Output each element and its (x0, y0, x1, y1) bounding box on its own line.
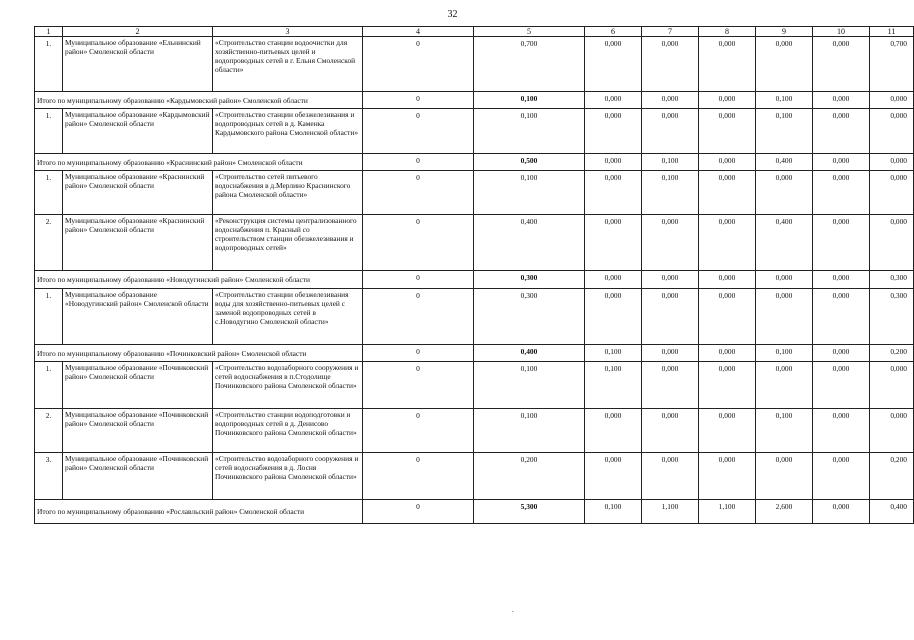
value-cell: 0,000 (756, 453, 813, 500)
municipality-cell: Муниципальное образование «Починковский район» Смоленской области (63, 362, 213, 409)
total-label: Итого по муниципальному образованию «Краснинский район» Смоленской области (35, 154, 363, 171)
table-row (35, 453, 914, 500)
value-cell: 0,000 (870, 171, 914, 215)
value-cell: 5,300 (474, 500, 585, 524)
value-cell: 0 (363, 500, 474, 524)
value-cell: 0,400 (474, 215, 585, 271)
value-cell: 0,000 (642, 345, 699, 362)
value-cell: 0,000 (585, 215, 642, 271)
value-cell: 0,000 (585, 92, 642, 109)
value-cell: 0 (363, 37, 474, 92)
municipality-cell: Муниципальное образование «Краснинский район» Смоленской области (63, 171, 213, 215)
total-label: Итого по муниципальному образованию «Новодугинский район» Смоленской области (35, 271, 363, 289)
value-cell: 0,000 (813, 271, 870, 289)
project-cell: «Строительство станции водоочистки для хозяйственно-питьевых целей и водопроводных сетей в г. Ельня Смоленской области» (213, 37, 363, 92)
value-cell: 0,000 (699, 345, 756, 362)
value-cell: 0,000 (813, 215, 870, 271)
value-cell: 0 (363, 215, 474, 271)
value-cell: 0,000 (585, 271, 642, 289)
value-cell: 0,100 (756, 345, 813, 362)
footer-mark: . (512, 606, 514, 614)
value-cell: 0,000 (813, 345, 870, 362)
value-cell: 1,100 (699, 500, 756, 524)
column-header: 3 (213, 27, 363, 37)
header-row (35, 27, 914, 37)
row-number: 1. (35, 37, 63, 92)
municipality-cell: Муниципальное образование «Ельнинский район» Смоленской области (63, 37, 213, 92)
value-cell: 0,000 (699, 154, 756, 171)
total-row (35, 92, 914, 109)
project-cell: «Строительство сетей питьевого водоснабжения в д.Мерлино Краснинского района Смоленской области» (213, 171, 363, 215)
municipality-cell: Муниципальное образование «Кардымовский район» Смоленской области (63, 109, 213, 154)
value-cell: 0,000 (870, 109, 914, 154)
value-cell: 0,000 (756, 362, 813, 409)
municipality-cell: Муниципальное образование «Починковский район» Смоленской области (63, 409, 213, 453)
value-cell: 0 (363, 171, 474, 215)
page-number: 32 (447, 9, 458, 20)
funding-table (34, 26, 914, 524)
value-cell: 0,100 (585, 362, 642, 409)
value-cell: 0,000 (642, 362, 699, 409)
value-cell: 0 (363, 289, 474, 345)
total-label: Итого по муниципальному образованию «Кардымовский район» Смоленской области (35, 92, 363, 109)
value-cell: 0,000 (870, 215, 914, 271)
table-row (35, 289, 914, 345)
value-cell: 0 (363, 92, 474, 109)
project-cell: «Реконструкция системы централизованного водоснабжения п. Красный со строительством станции обезжелезивания и водопроводных сетей» (213, 215, 363, 271)
value-cell: 0,000 (813, 453, 870, 500)
row-number: 1. (35, 362, 63, 409)
table-row (35, 409, 914, 453)
value-cell: 0,200 (870, 453, 914, 500)
value-cell: 0,200 (870, 345, 914, 362)
value-cell: 0,700 (870, 37, 914, 92)
value-cell: 0,000 (699, 171, 756, 215)
column-header: 11 (870, 27, 914, 37)
value-cell: 0,000 (813, 154, 870, 171)
value-cell: 0,000 (756, 289, 813, 345)
value-cell: 0,000 (813, 37, 870, 92)
value-cell: 0 (363, 271, 474, 289)
column-header: 1 (35, 27, 63, 37)
project-cell: «Строительство водозаборного сооружения и сетей водоснабжения в п.Стодолище Починковского района Смоленской области» (213, 362, 363, 409)
value-cell: 0,100 (642, 171, 699, 215)
table-row (35, 109, 914, 154)
value-cell: 0,000 (585, 37, 642, 92)
municipality-cell: Муниципальное образование «Починковский район» Смоленской области (63, 453, 213, 500)
value-cell: 0,000 (699, 215, 756, 271)
column-header: 6 (585, 27, 642, 37)
value-cell: 0,000 (585, 453, 642, 500)
value-cell: 0,000 (699, 362, 756, 409)
total-label: Итого по муниципальному образованию «Починковский район» Смоленской области (35, 345, 363, 362)
value-cell: 0,000 (642, 271, 699, 289)
value-cell: 2,600 (756, 500, 813, 524)
column-header: 5 (474, 27, 585, 37)
row-number: 1. (35, 109, 63, 154)
value-cell: 0,200 (474, 453, 585, 500)
value-cell: 0,100 (642, 154, 699, 171)
table-body (35, 27, 914, 524)
table-row (35, 171, 914, 215)
value-cell: 1,100 (642, 500, 699, 524)
total-row (35, 154, 914, 171)
total-row (35, 271, 914, 289)
value-cell: 0,100 (474, 109, 585, 154)
value-cell: 0,000 (813, 109, 870, 154)
value-cell: 0 (363, 345, 474, 362)
value-cell: 0,400 (474, 345, 585, 362)
value-cell: 0,400 (756, 154, 813, 171)
value-cell: 0,000 (813, 500, 870, 524)
project-cell: «Строительство водозаборного сооружения и сетей водоснабжения в д. Лосня Починковского района Смоленской области» (213, 453, 363, 500)
value-cell: 0,100 (756, 109, 813, 154)
value-cell: 0,100 (474, 92, 585, 109)
value-cell: 0,000 (813, 289, 870, 345)
row-number: 2. (35, 215, 63, 271)
row-number: 2. (35, 409, 63, 453)
value-cell: 0,000 (813, 92, 870, 109)
value-cell: 0,000 (642, 215, 699, 271)
total-row (35, 345, 914, 362)
value-cell: 0,000 (870, 154, 914, 171)
value-cell: 0,000 (699, 409, 756, 453)
value-cell: 0,100 (756, 409, 813, 453)
value-cell: 0,000 (585, 409, 642, 453)
table-row (35, 362, 914, 409)
value-cell: 0,000 (699, 289, 756, 345)
value-cell: 0,100 (756, 92, 813, 109)
value-cell: 0,000 (642, 92, 699, 109)
value-cell: 0,400 (870, 500, 914, 524)
value-cell: 0,500 (474, 154, 585, 171)
value-cell: 0,000 (813, 409, 870, 453)
value-cell: 0,000 (585, 289, 642, 345)
value-cell: 0,000 (642, 409, 699, 453)
column-header: 2 (63, 27, 213, 37)
value-cell: 0,700 (474, 37, 585, 92)
municipality-cell: Муниципальное образование «Новодугинский район» Смоленской области (63, 289, 213, 345)
project-cell: «Строительство станции обезжелезивания воды для хозяйственно-питьевых целей с заменой водопроводных сетей в с.Новодугино Смоленской области» (213, 289, 363, 345)
value-cell: 0,100 (585, 345, 642, 362)
value-cell: 0,000 (699, 271, 756, 289)
value-cell: 0 (363, 362, 474, 409)
column-header: 8 (699, 27, 756, 37)
value-cell: 0,000 (699, 92, 756, 109)
value-cell: 0,000 (642, 453, 699, 500)
value-cell: 0,000 (642, 37, 699, 92)
value-cell: 0,100 (474, 362, 585, 409)
total-row (35, 500, 914, 524)
value-cell: 0,300 (474, 271, 585, 289)
value-cell: 0,100 (474, 409, 585, 453)
value-cell: 0,000 (699, 109, 756, 154)
value-cell: 0,000 (585, 154, 642, 171)
value-cell: 0,000 (870, 409, 914, 453)
value-cell: 0 (363, 154, 474, 171)
column-header: 4 (363, 27, 474, 37)
value-cell: 0,000 (585, 109, 642, 154)
value-cell: 0,000 (585, 171, 642, 215)
value-cell: 0,100 (474, 171, 585, 215)
value-cell: 0 (363, 453, 474, 500)
value-cell: 0,000 (756, 37, 813, 92)
row-number: 3. (35, 453, 63, 500)
value-cell: 0,300 (870, 289, 914, 345)
column-header: 9 (756, 27, 813, 37)
value-cell: 0,000 (642, 289, 699, 345)
value-cell: 0,000 (870, 362, 914, 409)
row-number: 1. (35, 171, 63, 215)
column-header: 10 (813, 27, 870, 37)
project-cell: «Строительство станции водоподготовки и водопроводных сетей в д. Денисово Починковского района Смоленской области» (213, 409, 363, 453)
value-cell: 0,000 (813, 171, 870, 215)
table-row (35, 37, 914, 92)
value-cell: 0,400 (756, 215, 813, 271)
table-row (35, 215, 914, 271)
municipality-cell: Муниципальное образование «Краснинский район» Смоленской области (63, 215, 213, 271)
value-cell: 0,000 (699, 37, 756, 92)
project-cell: «Строительство станции обезжелезивания и водопроводных сетей в д. Каменка Кардымовского района Смоленской области» (213, 109, 363, 154)
value-cell: 0,000 (699, 453, 756, 500)
value-cell: 0,300 (870, 271, 914, 289)
value-cell: 0 (363, 409, 474, 453)
value-cell: 0,000 (870, 92, 914, 109)
value-cell: 0,000 (756, 271, 813, 289)
column-header: 7 (642, 27, 699, 37)
value-cell: 0,000 (642, 109, 699, 154)
value-cell: 0,000 (813, 362, 870, 409)
total-label: Итого по муниципальному образованию «Рославльский район» Смоленской области (35, 500, 363, 524)
value-cell: 0 (363, 109, 474, 154)
row-number: 1. (35, 289, 63, 345)
value-cell: 0,100 (585, 500, 642, 524)
value-cell: 0,300 (474, 289, 585, 345)
value-cell: 0,000 (756, 171, 813, 215)
